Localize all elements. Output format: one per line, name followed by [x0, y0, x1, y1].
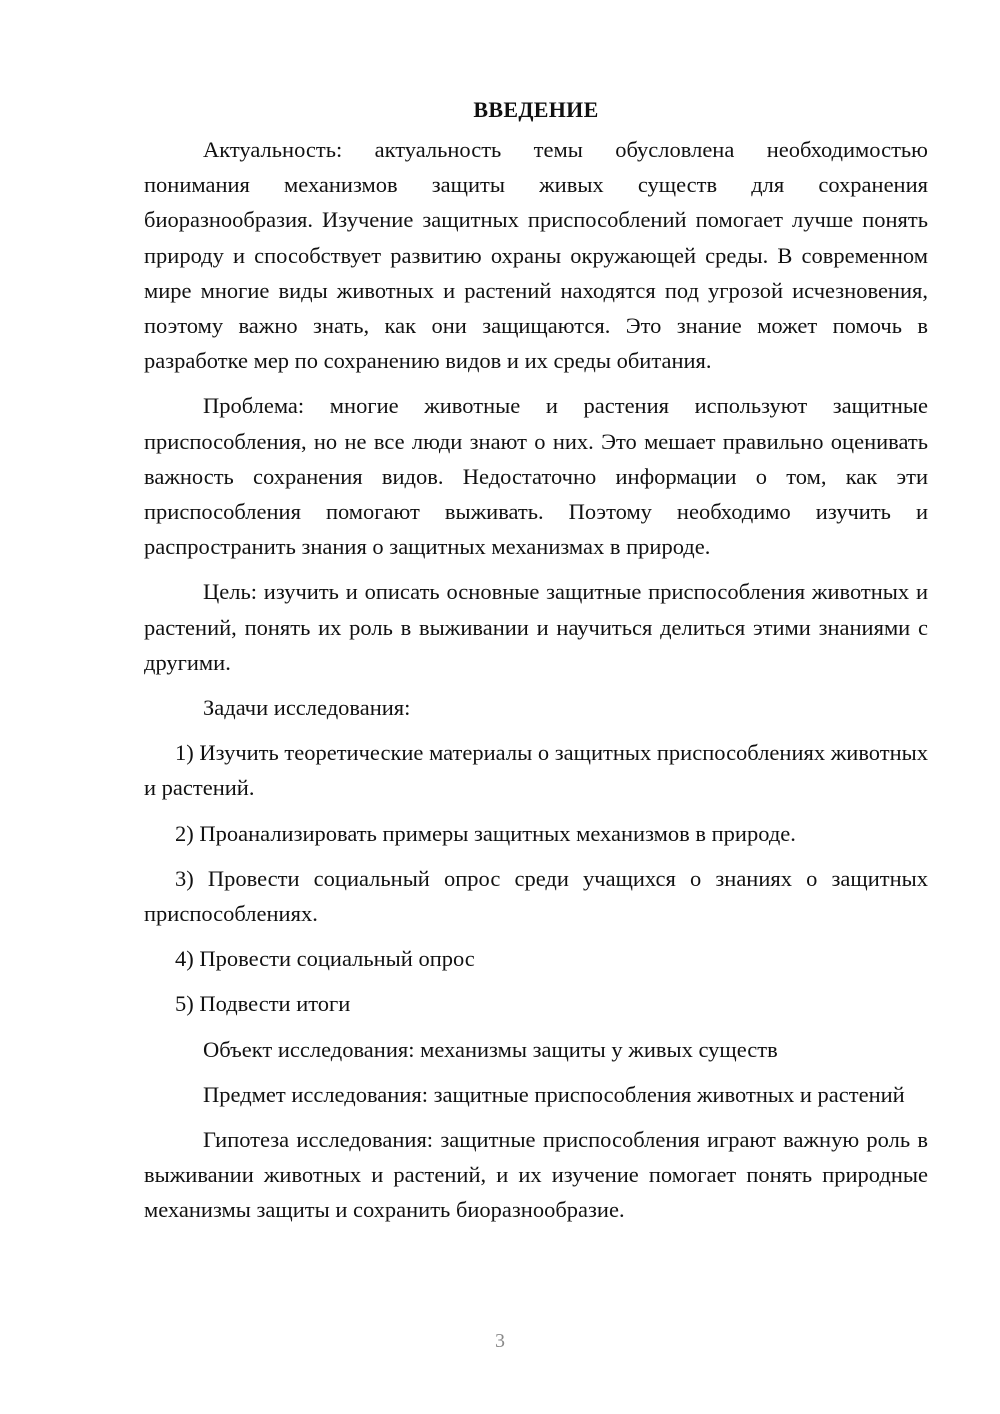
task-item: 4) Провести социальный опрос [175, 946, 475, 972]
object-paragraph: Объект исследования: механизмы защиты у живых существ [203, 1036, 778, 1062]
problem-paragraph: Проблема: многие животные и растения используют защитные приспособления, но не все люди знают о них. Это мешает правильно оценивать важность сохранения видов. Недостаточно информации о том, как эти приспособления помогают выживать. Поэтому необходимо изучить и распространить знания о защитных механизмах в природе. [144, 393, 928, 560]
task-item: 5) Подвести итоги [175, 991, 351, 1017]
subject-paragraph: Предмет исследования: защитные приспособления животных и растений [203, 1081, 905, 1107]
page-content [144, 92, 928, 1238]
page-number: 3 [495, 1330, 505, 1352]
task-item: 2) Проанализировать примеры защитных механизмов в природе. [175, 820, 796, 846]
section-title: ВВЕДЕНИЕ [473, 97, 599, 122]
goal-paragraph: Цель: изучить и описать основные защитные приспособления животных и растений, понять их роль в выживании и научиться делиться этими знаниями с другими. [144, 579, 928, 675]
task-item: 1) Изучить теоретические материалы о защитных приспособлениях животных и растений. [144, 740, 928, 801]
tasks-heading: Задачи исследования: [203, 695, 411, 721]
hypothesis-paragraph: Гипотеза исследования: защитные приспособления играют важную роль в выживании животных и растений, и их изучение помогает понять природные механизмы защиты и сохранить биоразнообразие. [144, 1127, 928, 1223]
task-item: 3) Провести социальный опрос среди учащихся о знаниях о защитных приспособлениях. [144, 865, 928, 927]
relevance-paragraph: Актуальность: актуальность темы обусловлена необходимостью понимания механизмов защиты живых существ для сохранения биоразнообразия. Изучение защитных приспособлений помогает лучше понять природу и способствует развитию охраны окружающей среды. В современном мире многие виды животных и растений находятся под угрозой исчезновения, поэтому важно знать, как они защищаются. Это знание может помочь в разработке мер по сохранению видов и их среды обитания. [144, 137, 928, 374]
